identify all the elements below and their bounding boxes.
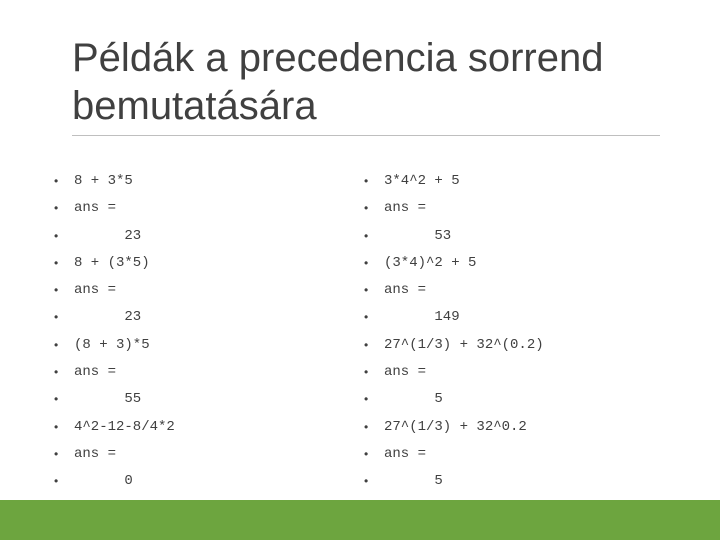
list-item <box>364 277 684 304</box>
list-item <box>54 277 374 304</box>
bullet-icon: • <box>364 446 369 461</box>
code-line: 53 <box>384 227 452 244</box>
right-example-list <box>364 168 684 496</box>
bullet-icon: • <box>364 201 369 216</box>
code-line: 0 <box>74 473 133 490</box>
bullet-icon: • <box>364 255 369 270</box>
list-item <box>54 468 374 495</box>
code-line: ans = <box>74 282 117 299</box>
list-item <box>54 168 374 195</box>
bullet-icon: • <box>364 174 369 188</box>
left-example-list <box>54 168 374 496</box>
bullet-icon: • <box>54 365 59 380</box>
code-line: (8 + 3)*5 <box>74 336 150 353</box>
list-item <box>54 332 374 359</box>
list-item <box>54 250 374 277</box>
title-divider <box>72 135 660 136</box>
bullet-icon: • <box>54 228 59 243</box>
list-item <box>364 304 684 331</box>
list-item <box>364 223 684 250</box>
code-line: 8 + (3*5) <box>74 254 150 271</box>
bullet-icon: • <box>54 310 59 325</box>
bullet-icon: • <box>54 474 59 489</box>
bullet-icon: • <box>364 365 369 380</box>
bullet-icon: • <box>364 310 369 325</box>
list-item <box>54 441 374 468</box>
code-line: 8 + 3*5 <box>74 173 133 189</box>
code-line: ans = <box>74 445 117 462</box>
bullet-icon: • <box>364 419 369 434</box>
list-item <box>54 223 374 250</box>
list-item <box>54 304 374 331</box>
list-item <box>54 414 374 441</box>
code-line: 5 <box>384 473 443 490</box>
list-item <box>364 168 684 195</box>
code-line: 5 <box>384 391 443 408</box>
bullet-icon: • <box>364 283 369 298</box>
slide-title-line-2: bemutatására <box>72 84 317 128</box>
code-line: ans = <box>384 200 427 217</box>
code-line: 3*4^2 + 5 <box>384 173 460 189</box>
list-item <box>364 359 684 386</box>
bullet-icon: • <box>54 174 59 188</box>
code-line: 23 <box>74 309 142 326</box>
code-line: 23 <box>74 227 142 244</box>
code-line: 27^(1/3) + 32^0.2 <box>384 418 527 435</box>
code-line: ans = <box>384 364 427 381</box>
list-item <box>54 359 374 386</box>
list-item <box>364 468 684 495</box>
code-line: 27^(1/3) + 32^(0.2) <box>384 336 544 353</box>
list-item <box>54 195 374 222</box>
list-item <box>364 195 684 222</box>
bullet-icon: • <box>364 337 369 352</box>
list-item <box>364 250 684 277</box>
bottom-accent-bar <box>0 500 720 540</box>
code-line: 149 <box>384 309 460 326</box>
slide-title <box>72 34 672 130</box>
code-line: ans = <box>74 364 117 381</box>
bullet-icon: • <box>54 283 59 298</box>
bullet-icon: • <box>364 228 369 243</box>
code-line: ans = <box>384 445 427 462</box>
bullet-icon: • <box>54 201 59 216</box>
code-line: (3*4)^2 + 5 <box>384 254 477 271</box>
bullet-icon: • <box>54 337 59 352</box>
bullet-icon: • <box>54 446 59 461</box>
list-item <box>364 386 684 413</box>
bullet-icon: • <box>54 255 59 270</box>
bullet-icon: • <box>54 419 59 434</box>
code-line: 4^2-12-8/4*2 <box>74 418 175 435</box>
code-line: ans = <box>384 282 427 299</box>
slide-title-line-1: Példák a precedencia sorrend <box>72 36 604 80</box>
list-item <box>54 386 374 413</box>
list-item <box>364 332 684 359</box>
bullet-icon: • <box>54 392 59 407</box>
code-line: ans = <box>74 200 117 217</box>
bullet-icon: • <box>364 474 369 489</box>
code-line: 55 <box>74 391 142 408</box>
list-item <box>364 414 684 441</box>
bullet-icon: • <box>364 392 369 407</box>
list-item <box>364 441 684 468</box>
